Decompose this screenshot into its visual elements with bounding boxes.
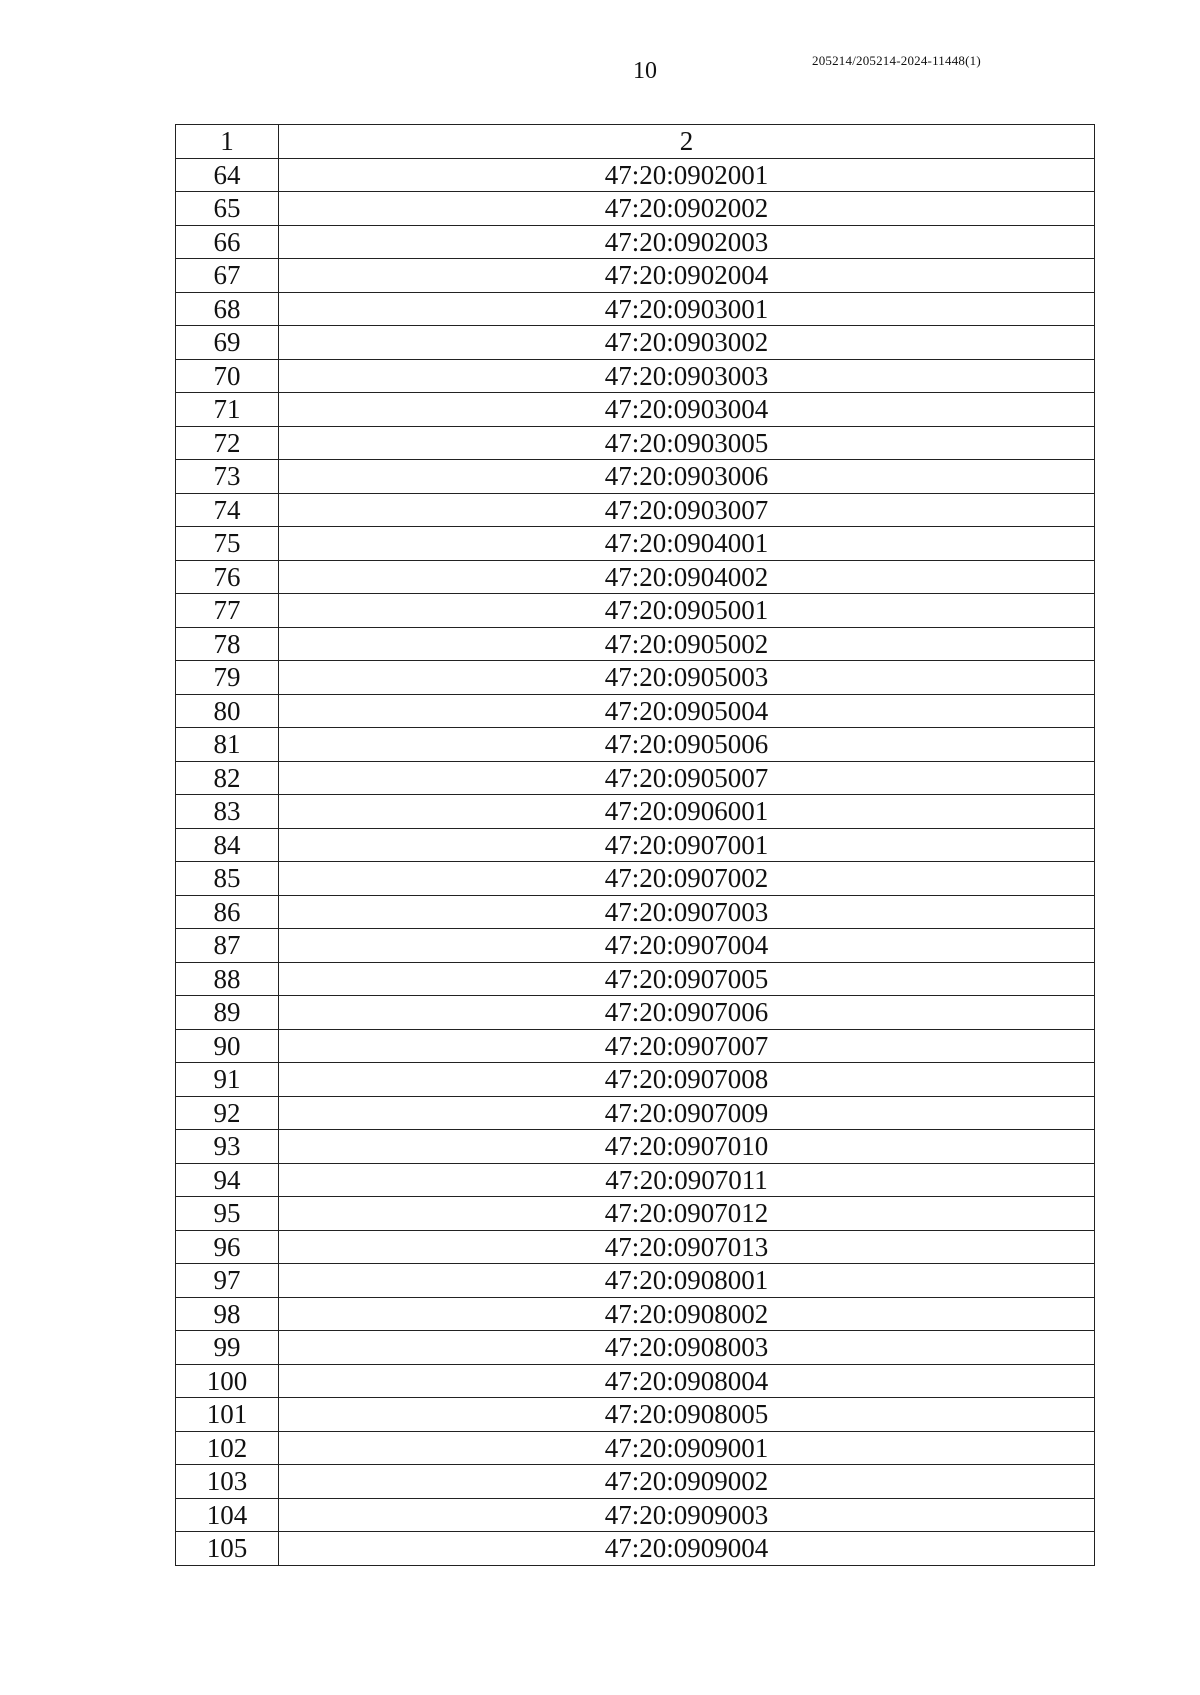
row-number-cell: 101 xyxy=(176,1398,279,1432)
column-header-1: 1 xyxy=(176,125,279,159)
row-number-cell: 75 xyxy=(176,527,279,561)
row-number-cell: 70 xyxy=(176,359,279,393)
page-number: 10 xyxy=(633,58,657,84)
row-number-cell: 78 xyxy=(176,627,279,661)
table-row xyxy=(176,192,1095,226)
table-header xyxy=(176,125,1095,159)
cadastral-number-cell: 47:20:0902002 xyxy=(279,192,1095,226)
table-row xyxy=(176,359,1095,393)
cadastral-number-cell: 47:20:0903005 xyxy=(279,426,1095,460)
table-row xyxy=(176,426,1095,460)
cadastral-number-cell: 47:20:0902003 xyxy=(279,225,1095,259)
table-row xyxy=(176,627,1095,661)
cadastral-number-cell: 47:20:0907006 xyxy=(279,996,1095,1030)
cadastral-number-cell: 47:20:0903006 xyxy=(279,460,1095,494)
table-row xyxy=(176,560,1095,594)
cadastral-number-cell: 47:20:0907003 xyxy=(279,895,1095,929)
table-row xyxy=(176,996,1095,1030)
table-row xyxy=(176,895,1095,929)
table-row xyxy=(176,862,1095,896)
cadastral-number-cell: 47:20:0909004 xyxy=(279,1532,1095,1566)
row-number-cell: 69 xyxy=(176,326,279,360)
cadastral-number-cell: 47:20:0908002 xyxy=(279,1297,1095,1331)
table-row xyxy=(176,1431,1095,1465)
cadastral-number-cell: 47:20:0907005 xyxy=(279,962,1095,996)
cadastral-number-cell: 47:20:0907004 xyxy=(279,929,1095,963)
row-number-cell: 86 xyxy=(176,895,279,929)
row-number-cell: 90 xyxy=(176,1029,279,1063)
table-row xyxy=(176,493,1095,527)
table-row xyxy=(176,1130,1095,1164)
row-number-cell: 94 xyxy=(176,1163,279,1197)
row-number-cell: 93 xyxy=(176,1130,279,1164)
table-row xyxy=(176,259,1095,293)
table-row xyxy=(176,1364,1095,1398)
row-number-cell: 66 xyxy=(176,225,279,259)
row-number-cell: 87 xyxy=(176,929,279,963)
row-number-cell: 103 xyxy=(176,1465,279,1499)
table-row xyxy=(176,1096,1095,1130)
cadastral-number-cell: 47:20:0907012 xyxy=(279,1197,1095,1231)
table-row xyxy=(176,929,1095,963)
table-row xyxy=(176,1398,1095,1432)
row-number-cell: 89 xyxy=(176,996,279,1030)
cadastral-number-cell: 47:20:0905004 xyxy=(279,694,1095,728)
row-number-cell: 77 xyxy=(176,594,279,628)
row-number-cell: 95 xyxy=(176,1197,279,1231)
row-number-cell: 65 xyxy=(176,192,279,226)
table-row xyxy=(176,225,1095,259)
table-row xyxy=(176,292,1095,326)
table-row xyxy=(176,158,1095,192)
table-row xyxy=(176,828,1095,862)
cadastral-number-cell: 47:20:0903002 xyxy=(279,326,1095,360)
row-number-cell: 104 xyxy=(176,1498,279,1532)
row-number-cell: 102 xyxy=(176,1431,279,1465)
cadastral-number-cell: 47:20:0907002 xyxy=(279,862,1095,896)
table-row xyxy=(176,1498,1095,1532)
table-row xyxy=(176,1063,1095,1097)
row-number-cell: 85 xyxy=(176,862,279,896)
row-number-cell: 74 xyxy=(176,493,279,527)
table-row xyxy=(176,1532,1095,1566)
table-body xyxy=(176,158,1095,1565)
cadastral-number-cell: 47:20:0904001 xyxy=(279,527,1095,561)
cadastral-number-cell: 47:20:0906001 xyxy=(279,795,1095,829)
table-row xyxy=(176,661,1095,695)
cadastral-number-cell: 47:20:0907013 xyxy=(279,1230,1095,1264)
table-row xyxy=(176,1230,1095,1264)
cadastral-number-cell: 47:20:0903001 xyxy=(279,292,1095,326)
table-row xyxy=(176,1297,1095,1331)
table-row xyxy=(176,1163,1095,1197)
table-row xyxy=(176,694,1095,728)
row-number-cell: 84 xyxy=(176,828,279,862)
table-row xyxy=(176,1264,1095,1298)
cadastral-number-cell: 47:20:0905007 xyxy=(279,761,1095,795)
cadastral-number-cell: 47:20:0902001 xyxy=(279,158,1095,192)
cadastral-number-cell: 47:20:0908004 xyxy=(279,1364,1095,1398)
row-number-cell: 97 xyxy=(176,1264,279,1298)
cadastral-number-cell: 47:20:0909003 xyxy=(279,1498,1095,1532)
cadastral-number-cell: 47:20:0907010 xyxy=(279,1130,1095,1164)
table-row xyxy=(176,594,1095,628)
cadastral-number-cell: 47:20:0905002 xyxy=(279,627,1095,661)
table-row xyxy=(176,1029,1095,1063)
table-row xyxy=(176,460,1095,494)
table-header-row xyxy=(176,125,1095,159)
cadastral-number-cell: 47:20:0908001 xyxy=(279,1264,1095,1298)
cadastral-number-cell: 47:20:0903007 xyxy=(279,493,1095,527)
table-row xyxy=(176,326,1095,360)
document-id: 205214/205214-2024-11448(1) xyxy=(812,53,981,68)
table-row xyxy=(176,527,1095,561)
cadastral-number-cell: 47:20:0907011 xyxy=(279,1163,1095,1197)
table-row xyxy=(176,1465,1095,1499)
table-row xyxy=(176,1197,1095,1231)
table-row xyxy=(176,962,1095,996)
cadastral-number-cell: 47:20:0903003 xyxy=(279,359,1095,393)
cadastral-number-cell: 47:20:0903004 xyxy=(279,393,1095,427)
row-number-cell: 96 xyxy=(176,1230,279,1264)
cadastral-number-cell: 47:20:0907001 xyxy=(279,828,1095,862)
cadastral-number-cell: 47:20:0908003 xyxy=(279,1331,1095,1365)
row-number-cell: 88 xyxy=(176,962,279,996)
row-number-cell: 99 xyxy=(176,1331,279,1365)
row-number-cell: 105 xyxy=(176,1532,279,1566)
row-number-cell: 73 xyxy=(176,460,279,494)
table-row xyxy=(176,728,1095,762)
row-number-cell: 98 xyxy=(176,1297,279,1331)
cadastral-number-cell: 47:20:0909001 xyxy=(279,1431,1095,1465)
row-number-cell: 92 xyxy=(176,1096,279,1130)
cadastral-number-cell: 47:20:0905006 xyxy=(279,728,1095,762)
cadastral-number-cell: 47:20:0905003 xyxy=(279,661,1095,695)
cadastral-number-cell: 47:20:0904002 xyxy=(279,560,1095,594)
table-row xyxy=(176,393,1095,427)
table-row xyxy=(176,761,1095,795)
row-number-cell: 100 xyxy=(176,1364,279,1398)
table-row xyxy=(176,1331,1095,1365)
row-number-cell: 67 xyxy=(176,259,279,293)
cadastral-number-cell: 47:20:0908005 xyxy=(279,1398,1095,1432)
row-number-cell: 82 xyxy=(176,761,279,795)
row-number-cell: 68 xyxy=(176,292,279,326)
row-number-cell: 91 xyxy=(176,1063,279,1097)
row-number-cell: 76 xyxy=(176,560,279,594)
row-number-cell: 64 xyxy=(176,158,279,192)
row-number-cell: 72 xyxy=(176,426,279,460)
cadastral-number-cell: 47:20:0902004 xyxy=(279,259,1095,293)
row-number-cell: 83 xyxy=(176,795,279,829)
row-number-cell: 80 xyxy=(176,694,279,728)
cadastral-number-cell: 47:20:0907008 xyxy=(279,1063,1095,1097)
cadastral-number-cell: 47:20:0907007 xyxy=(279,1029,1095,1063)
cadastral-number-cell: 47:20:0909002 xyxy=(279,1465,1095,1499)
row-number-cell: 79 xyxy=(176,661,279,695)
row-number-cell: 81 xyxy=(176,728,279,762)
row-number-cell: 71 xyxy=(176,393,279,427)
table-row xyxy=(176,795,1095,829)
cadastral-number-cell: 47:20:0907009 xyxy=(279,1096,1095,1130)
data-table xyxy=(175,124,1095,1566)
column-header-2: 2 xyxy=(279,125,1095,159)
cadastral-number-cell: 47:20:0905001 xyxy=(279,594,1095,628)
